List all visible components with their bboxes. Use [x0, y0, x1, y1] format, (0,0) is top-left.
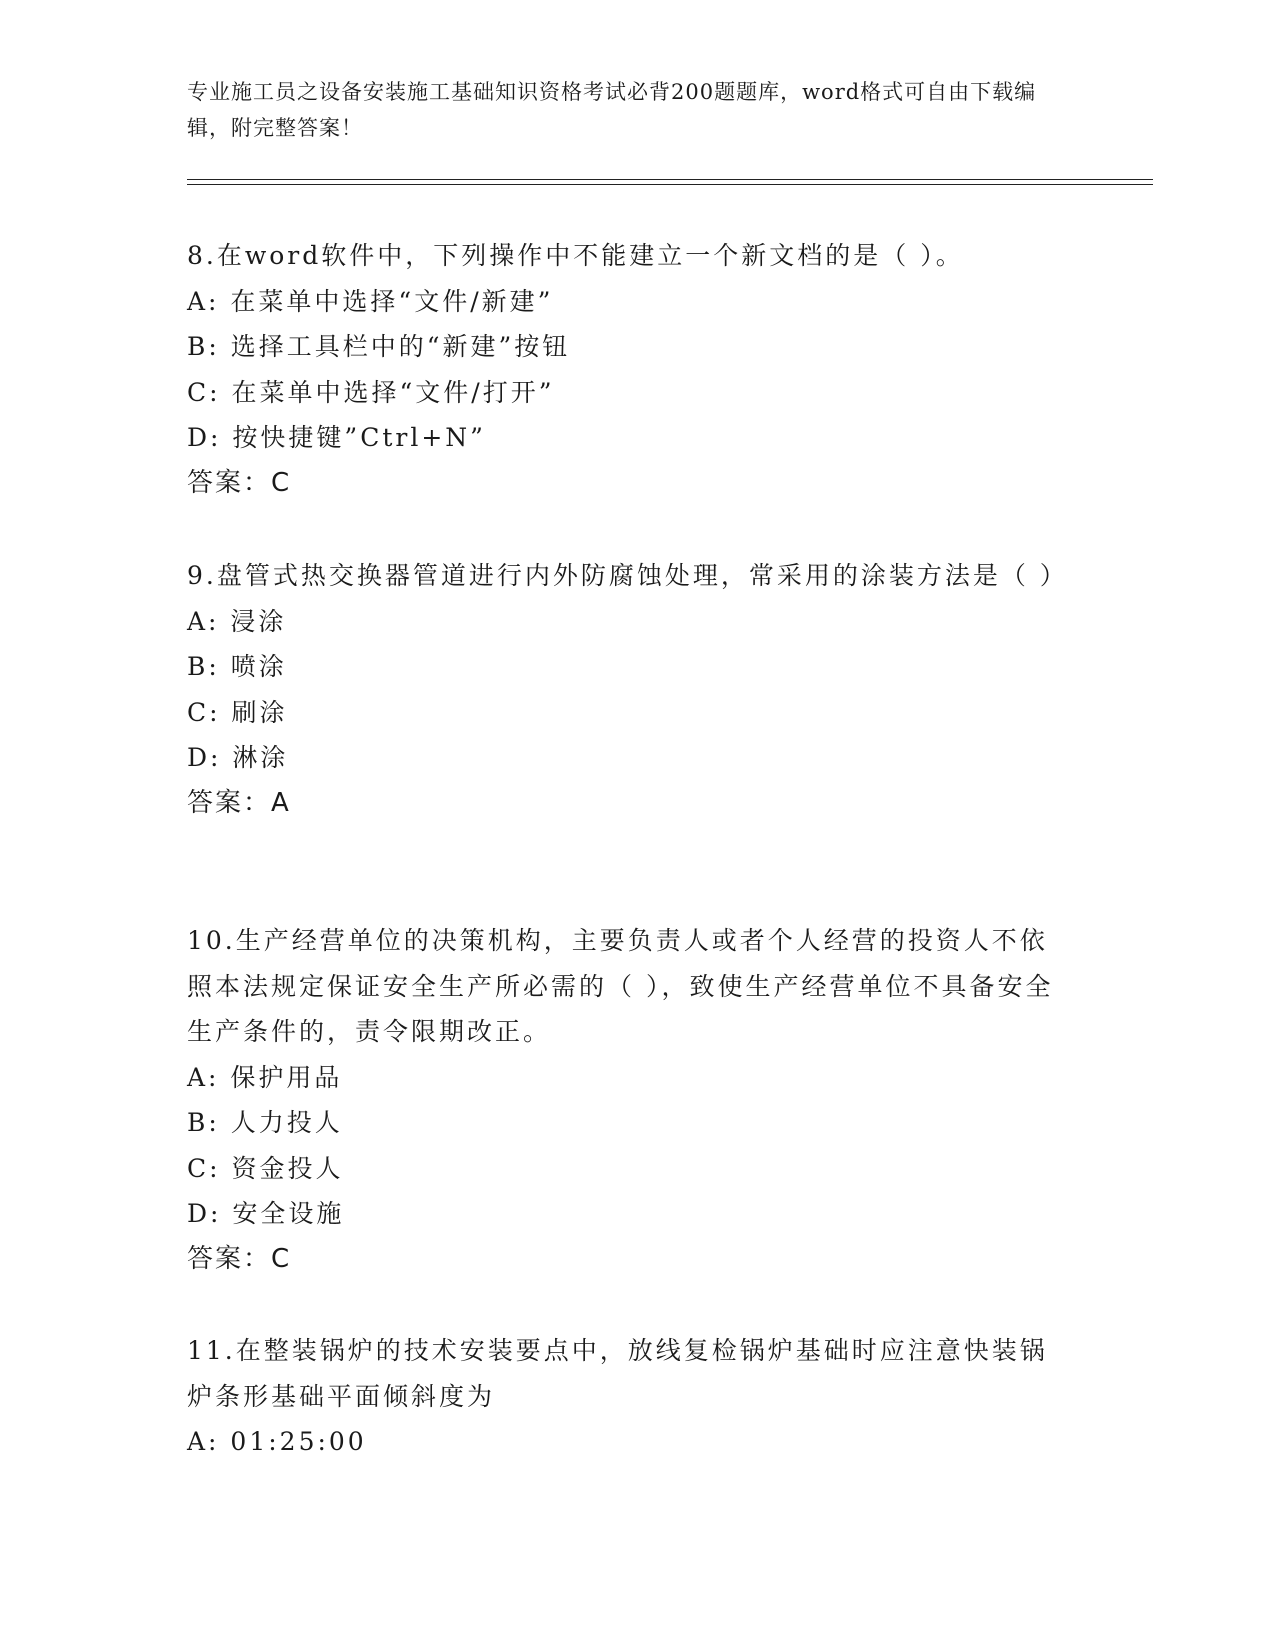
answer: 答案：A [187, 787, 291, 818]
option-a: A: 在菜单中选择“文件/新建” [187, 286, 554, 316]
option-c: C: 在菜单中选择“文件/打开” [187, 377, 555, 407]
option-d: D: 按快捷键”Ctrl+N” [187, 423, 486, 452]
question-stem: 10.生产经营单位的决策机构，主要负责人或者个人经营的投资人不依照本法规定保证安全生产所必需的（ ），致使生产经营单位不具备安全生产条件的，责令限期改正。 [187, 926, 1054, 1046]
option-b: B: 选择工具栏中的“新建”按钮 [187, 332, 571, 361]
option-a: A: 01:25:00 [187, 1427, 367, 1456]
option-a: A: 浸涂 [187, 606, 287, 636]
document-header [187, 74, 1067, 146]
question-8 [187, 233, 1067, 506]
question-stem: 9.盘管式热交换器管道进行内外防腐蚀处理，常采用的涂装方法是（ ） [187, 561, 1068, 590]
option-c: C: 刷涂 [187, 697, 288, 727]
question-10 [187, 918, 1067, 1282]
option-d: D: 淋涂 [187, 743, 289, 772]
answer: 答案：C [187, 1243, 292, 1274]
option-b: B: 人力投人 [187, 1108, 343, 1137]
question-stem: 8.在word软件中，下列操作中不能建立一个新文档的是（ ）。 [187, 241, 964, 270]
question-11 [187, 1328, 1067, 1465]
option-c: C: 资金投人 [187, 1153, 344, 1183]
option-d: D: 安全设施 [187, 1199, 345, 1228]
option-b: B: 喷涂 [187, 652, 287, 681]
header-title: 专业施工员之设备安装施工基础知识资格考试必背200题题库，word格式可自由下载编辑，附完整答案！ [187, 80, 1037, 140]
option-a: A: 保护用品 [187, 1062, 343, 1092]
header-divider-bottom [187, 184, 1153, 185]
question-9 [187, 553, 1067, 826]
header-divider-top [187, 179, 1153, 180]
answer: 答案：C [187, 467, 292, 498]
question-stem: 11.在整装锅炉的技术安装要点中，放线复检锅炉基础时应注意快装锅炉条形基础平面倾斜度为 [187, 1336, 1048, 1411]
